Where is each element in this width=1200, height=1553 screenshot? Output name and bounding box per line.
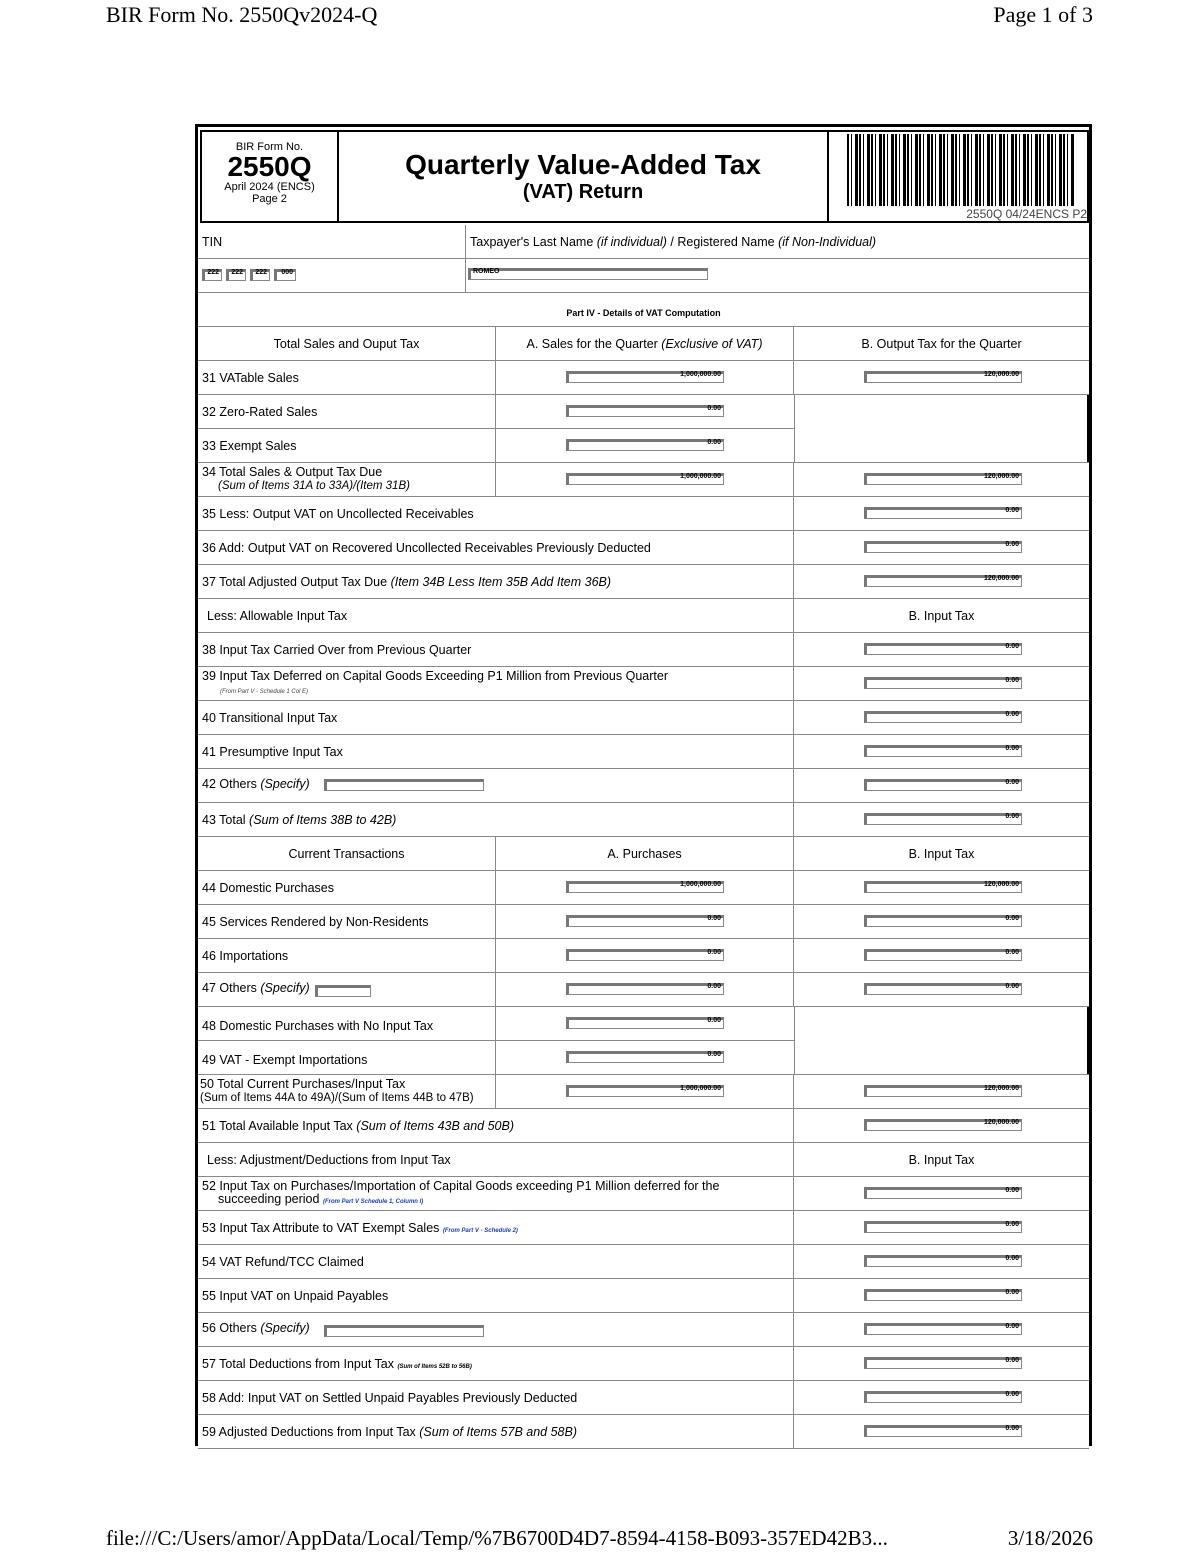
item-42b-cell (793, 769, 1089, 802)
item-33a-value: 0.00 (707, 439, 721, 446)
item-48a-cell (495, 1007, 795, 1040)
name-label-nonind: (if Non-Individual) (778, 235, 877, 249)
item-56-label (202, 1321, 310, 1335)
item-52-label (202, 1180, 719, 1209)
item-46a-value: 0.00 (707, 949, 721, 956)
item-43-it: (Sum of Items 38B to 42B) (249, 813, 397, 827)
item-42-label (202, 777, 310, 791)
item-31a-value: 1,000,000.00 (680, 371, 721, 378)
item-55b-value: 0.00 (1005, 1289, 1019, 1296)
item-52-sub: (From Part V Schedule 1, Column I) (322, 1199, 424, 1205)
taxpayer-value-row (198, 259, 1089, 293)
current-tx-header-row (198, 837, 1089, 871)
item-56-specify: (Specify) (260, 1321, 310, 1335)
item-51-it: (Sum of Items 43B and 50B) (356, 1119, 515, 1133)
tin-field-3[interactable] (250, 269, 270, 281)
item-59-text: 59 Adjusted Deductions from Input Tax (202, 1425, 420, 1439)
item-56-specify-field[interactable] (324, 1325, 484, 1337)
column-edge-2 (1087, 1007, 1089, 1075)
less-adj-label: Less: Adjustment/Deductions from Input Tax (207, 1153, 451, 1167)
item-59b-cell (793, 1415, 1089, 1448)
item-57-text: 57 Total Deductions from Input Tax (202, 1357, 395, 1371)
item-58b-field[interactable] (864, 1391, 1022, 1403)
item-37-it: (Item 34B Less Item 35B Add Item 36B) (390, 575, 612, 589)
item-50b-cell (793, 1075, 1089, 1108)
item-32a-field[interactable] (566, 405, 724, 417)
barcode-icon (847, 134, 1075, 206)
form-page (195, 124, 1092, 1446)
item-56b-value: 0.00 (1005, 1323, 1019, 1330)
sales-header-c2-it: (Exclusive of VAT) (661, 337, 763, 351)
item-40-label: 40 Transitional Input Tax (202, 711, 338, 725)
item-40-row (198, 701, 1089, 735)
form-page-number: Page 2 (252, 193, 287, 205)
item-51-label (202, 1119, 514, 1133)
name-value-cell (465, 259, 1089, 292)
item-54-label: 54 VAT Refund/TCC Claimed (202, 1255, 364, 1269)
sales-header-c3: B. Output Tax for the Quarter (793, 327, 1089, 360)
sales-header-c2-pre: A. Sales for the Quarter (526, 337, 662, 351)
current-tx-label: Current Transactions (288, 847, 405, 861)
item-50a-cell (495, 1075, 793, 1108)
print-header-page: Page 1 of 3 (993, 2, 1093, 27)
item-31b-value: 120,000.00 (983, 371, 1019, 378)
form-title-box (339, 132, 827, 221)
name-label-mid: / Registered Name (666, 235, 779, 249)
item-40b-value: 0.00 (1005, 711, 1019, 718)
item-57-sub: (Sum of Items 52B to 56B) (397, 1364, 472, 1370)
item-55b-cell (793, 1279, 1089, 1312)
item-44-label: 44 Domestic Purchases (202, 881, 335, 895)
item-44a-value: 1,000,000.00 (680, 881, 721, 888)
item-47b-cell (793, 973, 1089, 1006)
sales-header-row (198, 327, 1089, 361)
item-58-row (198, 1381, 1089, 1415)
item-45a-field[interactable] (566, 915, 724, 927)
less-input-row (198, 599, 1089, 633)
item-45b-cell (793, 905, 1089, 938)
item-37b-cell (793, 565, 1089, 598)
part-title: Part IV - Details of VAT Computation (566, 308, 721, 318)
item-33-label: 33 Exempt Sales (202, 439, 297, 453)
item-37b-field[interactable] (864, 575, 1022, 587)
less-input-label: Less: Allowable Input Tax (207, 609, 348, 623)
item-50-sub: (Sum of Items 44A to 49A)/(Sum of Items 44B to 47B) (200, 1092, 474, 1104)
item-32a-cell (495, 395, 795, 428)
item-34-sub: (Sum of Items 31A to 33A)/(Item 31B) (218, 480, 410, 492)
barcode (827, 132, 1091, 221)
item-47-text: 47 Others (202, 981, 261, 995)
item-51-text: 51 Total Available Input Tax (202, 1119, 357, 1133)
item-42-row (198, 769, 1089, 803)
item-36-row (198, 531, 1089, 565)
item-43-row (198, 803, 1089, 837)
item-44a-cell (495, 871, 793, 904)
item-38-row (198, 633, 1089, 667)
item-36-label: 36 Add: Output VAT on Recovered Uncollected Receivables Previously Deducted (202, 541, 651, 555)
item-55-label: 55 Input VAT on Unpaid Payables (202, 1289, 389, 1303)
item-44b-value: 120,000.00 (983, 881, 1019, 888)
item-52-text: 52 Input Tax on Purchases/Importation of Capital Goods exceeding P1 Million deferred for the (202, 1179, 720, 1193)
item-47-specify: (Specify) (260, 981, 310, 995)
item-50-text: 50 Total Current Purchases/Input Tax (200, 1077, 406, 1091)
item-48a-field[interactable] (566, 1017, 724, 1029)
item-53-row (198, 1211, 1089, 1245)
item-45-row (198, 905, 1089, 939)
item-32a-value: 0.00 (707, 405, 721, 412)
item-34-row (198, 463, 1089, 497)
purchases-header: A. Purchases (495, 837, 793, 870)
name-label-pre: Taxpayer's Last Name (470, 235, 597, 249)
item-31a-field[interactable] (566, 371, 724, 383)
item-38b-value: 0.00 (1005, 643, 1019, 650)
print-header-form: BIR Form No. 2550Qv2024-Q (106, 2, 378, 27)
item-34a-cell (495, 463, 793, 496)
item-34a-value: 1,000,000.00 (680, 473, 721, 480)
item-47a-cell (495, 973, 793, 1006)
item-32-label: 32 Zero-Rated Sales (202, 405, 318, 419)
item-45b-value: 0.00 (1005, 915, 1019, 922)
item-52b-field[interactable] (864, 1187, 1022, 1199)
less-adj-row (198, 1143, 1089, 1177)
item-33a-cell (495, 429, 795, 462)
item-53b-cell (793, 1211, 1089, 1244)
item-55-row (198, 1279, 1089, 1313)
column-edge (1087, 395, 1089, 463)
item-37-row (198, 565, 1089, 599)
item-41b-cell (793, 735, 1089, 768)
item-50b-value: 120,000.00 (983, 1085, 1019, 1092)
item-34b-value: 120,000.00 (983, 473, 1019, 480)
print-footer (0, 1526, 1200, 1552)
item-44b-field[interactable] (864, 881, 1022, 893)
item-45b-field[interactable] (864, 915, 1022, 927)
tin-part-4: 000 (281, 269, 293, 276)
sales-header-c2 (495, 327, 793, 360)
item-57-row (198, 1347, 1089, 1381)
tin-part-1: 222 (207, 269, 219, 276)
item-35b-value: 0.00 (1005, 507, 1019, 514)
item-59b-field[interactable] (864, 1425, 1022, 1437)
item-35-label: 35 Less: Output VAT on Uncollected Receivables (202, 507, 474, 521)
item-42-text: 42 Others (202, 777, 261, 791)
item-51b-value: 120,000.00 (983, 1119, 1019, 1126)
item-31-row (198, 361, 1089, 395)
item-34b-cell (793, 463, 1089, 496)
item-53-label (202, 1221, 518, 1235)
item-31b-cell (793, 361, 1089, 394)
item-58-label: 58 Add: Input VAT on Settled Unpaid Payables Previously Deducted (202, 1391, 578, 1405)
item-50a-value: 1,000,000.00 (680, 1085, 721, 1092)
item-50-label (200, 1078, 474, 1105)
item-47a-value: 0.00 (707, 983, 721, 990)
item-57b-field[interactable] (864, 1357, 1022, 1369)
form-number: 2550Q (227, 151, 312, 182)
item-56-text: 56 Others (202, 1321, 261, 1335)
item-52b-value: 0.00 (1005, 1187, 1019, 1194)
item-49-row (198, 1041, 795, 1075)
item-34a-field[interactable] (566, 473, 724, 485)
item-41-row (198, 735, 1089, 769)
tin-part-2: 222 (231, 269, 243, 276)
item-46b-cell (793, 939, 1089, 972)
item-47a-field[interactable] (566, 983, 724, 995)
item-42-specify-field[interactable] (324, 779, 484, 791)
item-50b-field[interactable] (864, 1085, 1022, 1097)
tin-field-1[interactable] (202, 269, 222, 281)
item-45a-cell (495, 905, 793, 938)
item-47-label (202, 981, 310, 995)
item-39b-value: 0.00 (1005, 677, 1019, 684)
item-43b-field[interactable] (864, 813, 1022, 825)
item-54b-value: 0.00 (1005, 1255, 1019, 1262)
item-47-specify-field[interactable] (315, 985, 371, 997)
input-tax-header-3: B. Input Tax (793, 1143, 1089, 1176)
item-32-row (198, 395, 795, 429)
item-39-sub: (From Part V - Schedule 1 Col E) (220, 689, 309, 695)
item-49-label: 49 VAT - Exempt Importations (202, 1053, 368, 1067)
item-41b-value: 0.00 (1005, 745, 1019, 752)
item-36b-value: 0.00 (1005, 541, 1019, 548)
print-footer-path: file:///C:/Users/amor/AppData/Local/Temp/%7B6700D4D7-8594-4158-B093-357ED42B3... (106, 1526, 888, 1550)
item-59b-value: 0.00 (1005, 1425, 1019, 1432)
name-label-ind: (if individual) (596, 235, 667, 249)
item-39-text: 39 Input Tax Deferred on Capital Goods Exceeding P1 Million from Previous Quarter (202, 669, 668, 683)
item-54b-cell (793, 1245, 1089, 1278)
input-tax-header-1: B. Input Tax (793, 599, 1089, 632)
item-53-text: 53 Input Tax Attribute to VAT Exempt Sales (202, 1221, 440, 1235)
item-46a-field[interactable] (566, 949, 724, 961)
item-51b-cell (793, 1109, 1089, 1142)
sales-header-c1: Total Sales and Ouput Tax (273, 337, 420, 351)
item-33-row (198, 429, 795, 463)
item-35b-field[interactable] (864, 507, 1022, 519)
item-42-specify: (Specify) (260, 777, 310, 791)
item-56b-field[interactable] (864, 1323, 1022, 1335)
name-label-cell (465, 225, 1089, 258)
item-44-row (198, 871, 1089, 905)
item-49a-value: 0.00 (707, 1051, 721, 1058)
item-52-text-b: succeeding period (218, 1192, 320, 1206)
item-59-it: (Sum of Items 57B and 58B) (419, 1425, 577, 1439)
form-title: Quarterly Value-Added Tax (405, 149, 761, 180)
print-header (0, 0, 1200, 30)
item-53b-value: 0.00 (1005, 1221, 1019, 1228)
item-47-row (198, 973, 1089, 1007)
item-42b-value: 0.00 (1005, 779, 1019, 786)
item-48-row (198, 1007, 795, 1041)
form-header (200, 130, 1089, 223)
tin-field-2[interactable] (226, 269, 246, 281)
name-label (470, 235, 876, 249)
item-44a-field[interactable] (566, 881, 724, 893)
item-56-row (198, 1313, 1089, 1347)
item-34b-field[interactable] (864, 473, 1022, 485)
item-37-label (202, 575, 611, 589)
item-46b-value: 0.00 (1005, 949, 1019, 956)
item-39-row (198, 667, 1089, 701)
item-48-label: 48 Domestic Purchases with No Input Tax (202, 1019, 434, 1033)
item-52-row (198, 1177, 1089, 1211)
item-55b-field[interactable] (864, 1289, 1022, 1301)
item-38b-field[interactable] (864, 643, 1022, 655)
item-48a-value: 0.00 (707, 1017, 721, 1024)
item-54-row (198, 1245, 1089, 1279)
item-31a-cell (495, 361, 793, 394)
item-46-label: 46 Importations (202, 949, 289, 963)
item-36b-cell (793, 531, 1089, 564)
item-49a-field[interactable] (566, 1051, 724, 1063)
input-tax-header-2: B. Input Tax (793, 837, 1089, 870)
item-31-label: 31 VATable Sales (202, 371, 299, 385)
item-40b-field[interactable] (864, 711, 1022, 723)
item-38-label: 38 Input Tax Carried Over from Previous Quarter (202, 643, 472, 657)
item-51b-field[interactable] (864, 1119, 1022, 1131)
item-33a-field[interactable] (566, 439, 724, 451)
item-59-row (198, 1415, 1089, 1449)
item-39b-field[interactable] (864, 677, 1022, 689)
item-45a-value: 0.00 (707, 915, 721, 922)
barcode-code: 2550Q 04/24ENCS P2 (966, 207, 1087, 221)
item-46b-field[interactable] (864, 949, 1022, 961)
item-57b-cell (793, 1347, 1089, 1380)
item-37-text: 37 Total Adjusted Output Tax Due (202, 575, 391, 589)
item-47b-field[interactable] (864, 983, 1022, 995)
item-50a-field[interactable] (566, 1085, 724, 1097)
item-54b-field[interactable] (864, 1255, 1022, 1267)
taxpayer-name-field[interactable] (468, 268, 708, 280)
tin-label: TIN (202, 235, 223, 249)
form-subtitle: (VAT) Return (522, 181, 644, 203)
item-42b-field[interactable] (864, 779, 1022, 791)
item-47b-value: 0.00 (1005, 983, 1019, 990)
item-52b-cell (793, 1177, 1089, 1210)
taxpayer-name-value: ROMEO (473, 268, 500, 275)
item-46a-cell (495, 939, 793, 972)
item-43-label (202, 813, 396, 827)
item-37b-value: 120,000.00 (983, 575, 1019, 582)
item-36b-field[interactable] (864, 541, 1022, 553)
item-44b-cell (793, 871, 1089, 904)
item-43-text: 43 Total (202, 813, 250, 827)
bir-label: BIR Form No. (235, 141, 304, 153)
item-43b-value: 0.00 (1005, 813, 1019, 820)
item-43b-cell (793, 803, 1089, 836)
form-number-box (202, 132, 339, 221)
item-50-row (198, 1075, 1089, 1109)
form-version: April 2024 (ENCS) (224, 181, 315, 193)
item-49a-cell (495, 1041, 795, 1074)
item-35-row (198, 497, 1089, 531)
item-41b-field[interactable] (864, 745, 1022, 757)
item-57-label (202, 1357, 472, 1371)
item-35b-cell (793, 497, 1089, 530)
item-31b-field[interactable] (864, 371, 1022, 383)
item-58b-value: 0.00 (1005, 1391, 1019, 1398)
item-56b-cell (793, 1313, 1089, 1346)
item-41-label: 41 Presumptive Input Tax (202, 745, 343, 759)
item-34-text: 34 Total Sales & Output Tax Due (202, 465, 383, 479)
item-58b-cell (793, 1381, 1089, 1414)
item-34-label (202, 466, 410, 493)
item-46-row (198, 939, 1089, 973)
item-40b-cell (793, 701, 1089, 734)
tin-field-4[interactable] (274, 269, 296, 281)
item-45-label: 45 Services Rendered by Non-Residents (202, 915, 429, 929)
item-59-label (202, 1425, 577, 1439)
item-57b-value: 0.00 (1005, 1357, 1019, 1364)
item-53b-field[interactable] (864, 1221, 1022, 1233)
taxpayer-label-row (198, 225, 1089, 259)
print-footer-date: 3/18/2026 (1007, 1526, 1093, 1550)
item-51-row (198, 1109, 1089, 1143)
item-39b-cell (793, 667, 1089, 700)
part-title-row (198, 293, 1089, 327)
item-39-label (202, 670, 668, 699)
item-38b-cell (793, 633, 1089, 666)
item-53-sub: (From Part V - Schedule 2) (442, 1228, 518, 1234)
tin-part-3: 222 (255, 269, 267, 276)
